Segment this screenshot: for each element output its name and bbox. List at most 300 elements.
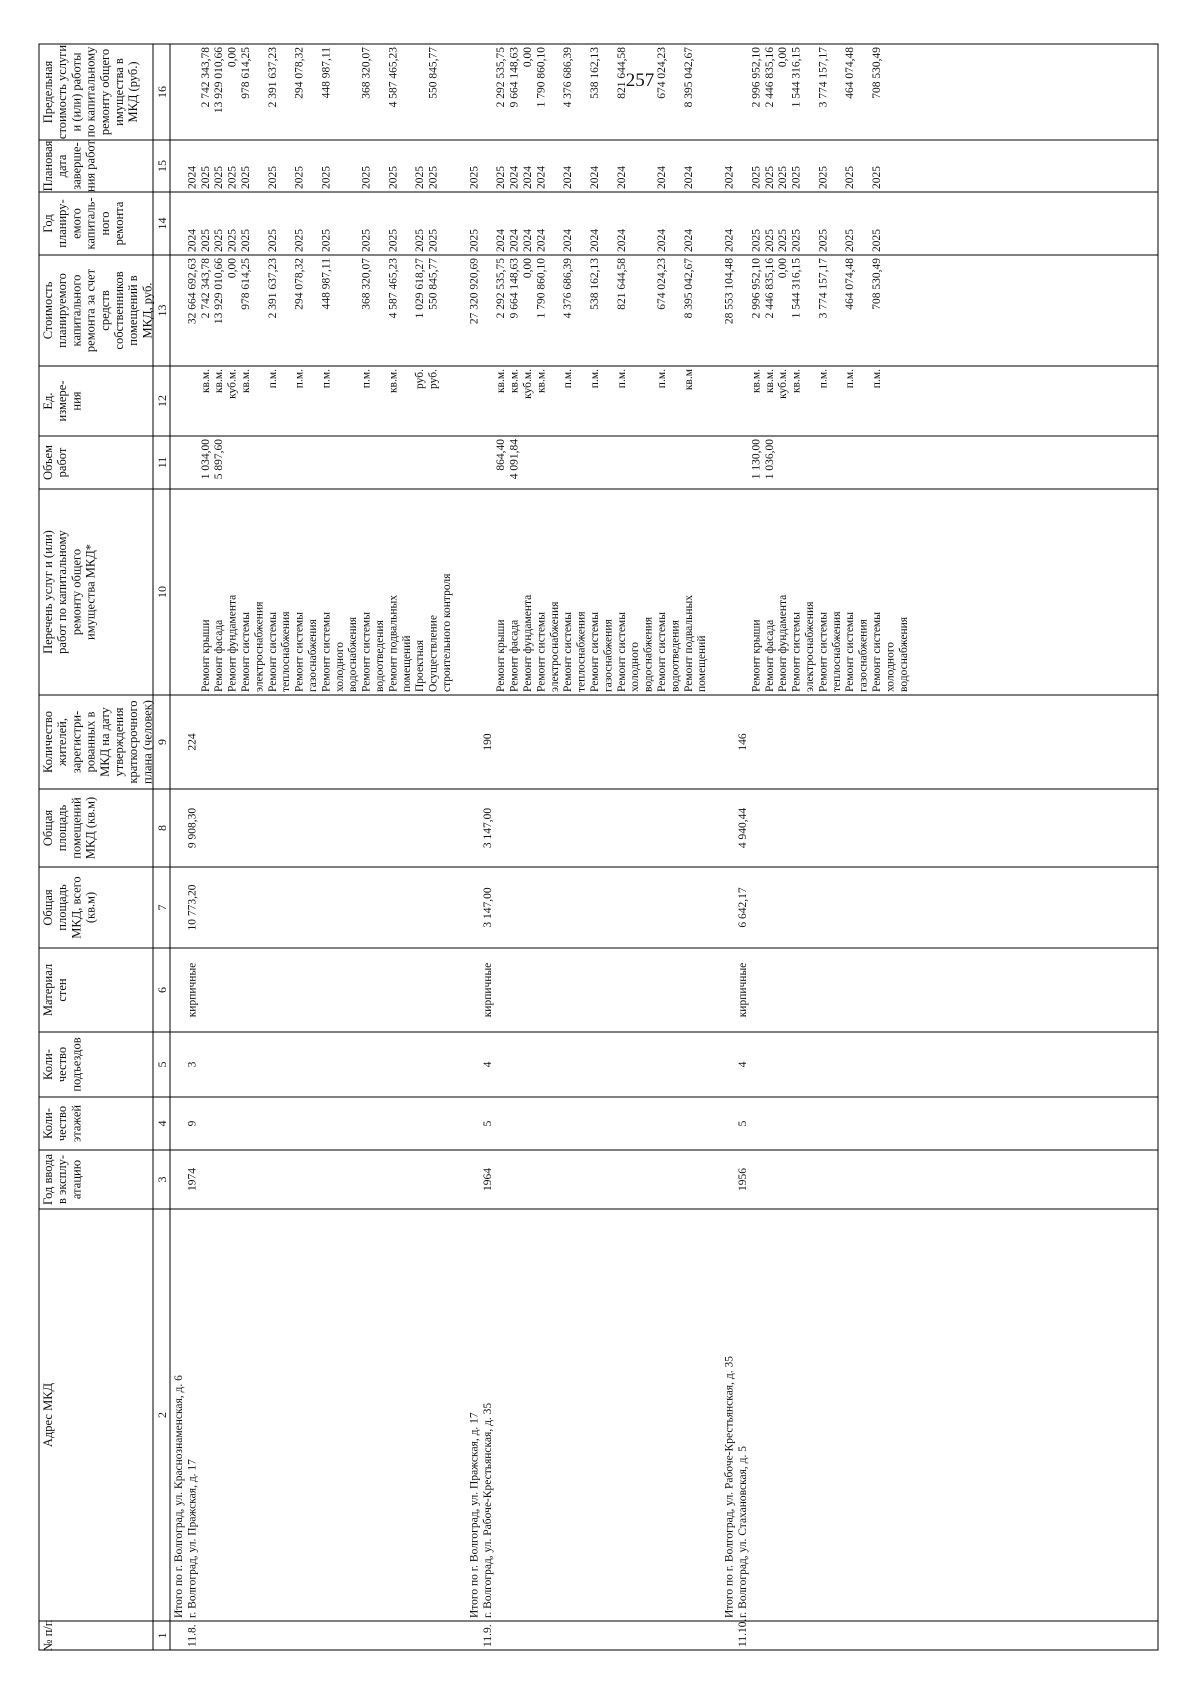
work-type: холодного (884, 641, 897, 692)
repair-year: 2025 (387, 229, 400, 252)
completion-date: 2024 (508, 166, 521, 189)
column-header-2: Адрес МКД (41, 1382, 55, 1448)
total-area: 10 773,20 (186, 884, 199, 931)
column-header-5: подъездов (69, 1037, 84, 1092)
unit: кв.м. (508, 369, 521, 394)
owners-cost: 448 987,11 (320, 258, 333, 310)
work-type: водоснабжения (642, 616, 655, 692)
owners-cost: 4 587 465,23 (387, 258, 400, 319)
column-header-9: жителей, (55, 718, 70, 766)
column-header-10: ремонту общего (69, 548, 84, 636)
completion-date: 2025 (844, 166, 857, 189)
work-type: Ремонт системы (562, 612, 575, 692)
owners-cost: 28 553 104,48 (723, 258, 736, 325)
column-header-9: утверждения (112, 707, 126, 777)
work-type: теплоснабжения (575, 611, 588, 692)
work-volume: 1 034,00 (199, 439, 212, 480)
owners-cost: 294 078,32 (293, 258, 306, 310)
work-type: Ремонт системы (293, 612, 306, 692)
column-header-16: ремонту общего (97, 48, 112, 136)
max-cost: 821 644,58 (615, 47, 628, 99)
column-header-16: по капитальному (83, 46, 98, 138)
work-type: Ремонт фасада (763, 619, 776, 692)
work-type: Ремонт системы (589, 612, 601, 692)
repair-year: 2024 (522, 229, 534, 252)
completion-date: 2024 (562, 166, 575, 189)
column-header-13: собственников (112, 271, 126, 350)
max-cost: 9 664 148,63 (508, 47, 521, 108)
repair-year: 2025 (240, 229, 252, 252)
max-cost: 0,00 (226, 47, 239, 68)
column-header-3: Год ввода (41, 1153, 55, 1206)
work-type: Ремонт системы (320, 612, 333, 692)
column-header-16: имущества в (112, 58, 126, 126)
work-type: Ремонт системы (656, 612, 668, 692)
page-number: 257 (625, 70, 655, 91)
unit: куб.м. (522, 369, 534, 399)
column-header-15: Плановая (41, 140, 55, 192)
work-type: Ремонт системы (535, 612, 548, 692)
wall-material: кирпичные (481, 962, 494, 1018)
premises-area: 4 940,44 (737, 807, 749, 849)
unit: п.м. (266, 369, 279, 389)
column-header-11: работ (55, 447, 70, 478)
repair-year: 2025 (427, 229, 440, 252)
completion-date: 2025 (817, 166, 830, 189)
completion-date: 2025 (213, 166, 226, 189)
repair-year: 2025 (750, 229, 763, 252)
wall-material: кирпичные (186, 962, 199, 1018)
house-address: г. Волгоград, ул. Пражская, д. 17 (186, 1459, 199, 1618)
premises-area: 3 147,00 (481, 807, 494, 849)
work-type: электроснабжения (253, 601, 266, 692)
unit: кв.м (682, 369, 695, 391)
column-header-13: планируемого (55, 273, 70, 348)
owners-cost: 13 929 010,66 (213, 258, 226, 325)
completion-date: 2025 (427, 166, 440, 189)
column-number-6: 6 (155, 987, 169, 993)
unit: руб. (414, 369, 427, 389)
work-volume: 5 897,60 (213, 439, 226, 480)
unit: кв.м. (790, 369, 803, 394)
house-address: г. Волгоград, ул. Рабоче-Крестьянская, д. 35 (481, 1402, 494, 1618)
unit: п.м. (615, 369, 628, 389)
column-number-14: 14 (155, 217, 169, 230)
work-type: строительного контроля (441, 573, 453, 692)
total-address: Итого по г. Волгоград, ул. Пражская, д. 17 (468, 1412, 481, 1618)
owners-cost: 0,00 (226, 258, 239, 279)
unit: кв.м. (387, 369, 400, 394)
column-number-13: 13 (155, 304, 169, 317)
column-number-16: 16 (155, 86, 169, 98)
unit: п.м. (320, 369, 333, 389)
work-type: Ремонт крыши (199, 619, 212, 692)
work-type: Ремонт системы (240, 612, 252, 692)
owners-cost: 0,00 (522, 258, 534, 279)
repair-year: 2024 (186, 229, 199, 252)
work-type: Ремонт подвальных (682, 595, 695, 692)
completion-date: 2025 (495, 166, 508, 189)
column-number-1: 1 (155, 1632, 169, 1639)
max-cost: 978 614,25 (240, 47, 252, 99)
residents-count: 190 (481, 733, 494, 751)
completion-date: 2025 (226, 166, 239, 189)
repair-year: 2025 (199, 229, 212, 252)
total-area: 6 642,17 (737, 887, 749, 928)
owners-cost: 0,00 (777, 258, 790, 279)
owners-cost: 2 996 952,10 (750, 258, 763, 319)
floors: 5 (481, 1120, 494, 1127)
repair-year: 2025 (293, 229, 306, 252)
work-type: теплоснабжения (830, 611, 843, 692)
repair-year: 2025 (790, 229, 803, 252)
work-type: помещений (696, 635, 709, 692)
max-cost: 1 790 860,10 (535, 47, 548, 108)
owners-cost: 8 395 042,67 (682, 258, 695, 319)
year-built: 1956 (737, 1168, 749, 1191)
work-type: газоснабжения (602, 619, 615, 692)
column-header-9: Количество (41, 711, 55, 773)
column-header-13: Стоимость (41, 281, 55, 340)
floors: 9 (186, 1120, 199, 1127)
unit: п.м. (562, 369, 575, 389)
work-type: Ремонт системы (871, 612, 883, 692)
column-header-5: Коли- (41, 1049, 55, 1080)
repair-year: 2025 (266, 229, 279, 252)
owners-cost: 2 446 835,16 (763, 258, 776, 319)
work-type: газоснабжения (857, 619, 870, 692)
owners-cost: 821 644,58 (615, 258, 628, 310)
column-header-16: и (или) работы (69, 52, 84, 132)
column-number-11: 11 (155, 456, 169, 469)
column-header-8: помещений (69, 797, 84, 859)
work-type: Ремонт подвальных (387, 595, 400, 692)
unit: п.м. (871, 369, 883, 389)
column-header-9: зарегистри- (69, 710, 84, 774)
work-type: Ремонт фундамента (226, 594, 239, 692)
column-header-1: № п/п (41, 1619, 55, 1652)
total-address: Итого по г. Волгоград, ул. Рабоче-Крестьянская, д. 35 (723, 1356, 736, 1618)
column-header-9: краткосрочного (126, 700, 141, 784)
entrances: 4 (481, 1061, 494, 1068)
completion-date: 2025 (763, 166, 776, 189)
max-cost: 464 074,48 (844, 47, 857, 99)
row-number: 11.8. (186, 1624, 199, 1647)
owners-cost: 978 614,25 (240, 258, 252, 310)
max-cost: 2 446 835,16 (763, 47, 776, 108)
unit: п.м. (817, 369, 830, 389)
column-header-3: атацию (69, 1159, 84, 1200)
completion-date: 2025 (320, 166, 333, 189)
completion-date: 2025 (293, 166, 306, 189)
max-cost: 2 742 343,78 (199, 47, 212, 108)
owners-cost: 550 845,77 (427, 258, 440, 310)
repair-year: 2024 (508, 229, 521, 252)
work-type: водоснабжения (897, 616, 910, 692)
work-type: холодного (629, 641, 642, 692)
column-header-7: (кв.м) (83, 891, 98, 924)
repair-year: 2025 (871, 229, 883, 252)
owners-cost: 27 320 920,69 (468, 258, 481, 325)
work-type: водоотведения (374, 620, 386, 692)
floors: 5 (737, 1120, 749, 1127)
unit: п.м. (293, 369, 306, 389)
completion-date: 2025 (199, 166, 212, 189)
repair-year: 2025 (226, 229, 239, 252)
column-number-10: 10 (155, 586, 169, 598)
max-cost: 13 929 010,66 (213, 47, 226, 114)
column-header-15: заверше- (69, 142, 84, 190)
owners-cost: 538 162,13 (589, 258, 601, 310)
work-type: Ремонт системы (790, 612, 803, 692)
max-cost: 294 078,32 (293, 47, 306, 99)
unit: п.м. (656, 369, 668, 389)
repair-year: 2024 (589, 229, 601, 252)
owners-cost: 1 544 316,15 (790, 258, 803, 319)
work-type: Ремонт системы (360, 612, 373, 692)
unit: куб.м. (777, 369, 790, 399)
work-volume: 1 036,00 (763, 439, 776, 480)
unit: кв.м. (213, 369, 226, 394)
owners-cost: 1 029 618,27 (414, 258, 427, 319)
completion-date: 2024 (589, 166, 601, 189)
completion-date: 2025 (790, 166, 803, 189)
max-cost: 1 544 316,15 (790, 47, 803, 108)
premises-area: 9 908,30 (186, 807, 199, 849)
repair-year: 2024 (615, 229, 628, 252)
max-cost: 8 395 042,67 (682, 47, 695, 108)
column-number-3: 3 (155, 1176, 169, 1183)
max-cost: 550 845,77 (427, 47, 440, 99)
column-header-11: Объем (41, 445, 55, 480)
repair-year: 2024 (495, 229, 508, 252)
owners-cost: 2 391 637,23 (266, 258, 279, 319)
max-cost: 708 530,49 (871, 47, 883, 99)
work-type: Ремонт фундамента (777, 594, 790, 692)
work-type: Ремонт фасада (508, 619, 521, 692)
completion-date: 2024 (522, 166, 534, 189)
column-header-13: МКД, руб. (140, 282, 155, 339)
residents-count: 146 (737, 733, 749, 751)
column-header-3: в эксплу- (55, 1154, 70, 1205)
work-type: электроснабжения (548, 601, 561, 692)
max-cost: 448 987,11 (320, 47, 333, 99)
repair-year: 2025 (320, 229, 333, 252)
owners-cost: 2 742 343,78 (199, 258, 212, 319)
year-built: 1974 (186, 1168, 199, 1191)
column-header-7: МКД, всего (69, 876, 84, 939)
max-cost: 4 376 686,39 (562, 47, 575, 108)
unit: п.м. (844, 369, 857, 389)
column-header-10: имущества МКД* (83, 544, 98, 640)
column-number-4: 4 (155, 1120, 169, 1127)
work-type: электроснабжения (804, 601, 816, 692)
column-header-16: стоимость услуги (55, 44, 70, 140)
table (39, 44, 1158, 1651)
unit: п.м. (360, 369, 373, 389)
repair-year: 2025 (844, 229, 857, 252)
unit: кв.м. (495, 369, 508, 394)
column-number-15: 15 (155, 160, 169, 172)
column-header-4: этажей (69, 1104, 84, 1143)
repair-year: 2025 (763, 229, 776, 252)
unit: руб. (427, 369, 440, 389)
work-volume: 4 091,84 (508, 439, 521, 480)
column-header-6: стен (55, 978, 70, 1002)
repair-year: 2025 (468, 229, 481, 252)
column-header-13: помещений в (126, 275, 141, 346)
column-header-8: МКД (кв.м) (83, 796, 98, 860)
column-header-8: площадь (55, 804, 70, 852)
column-header-10: работ по капитальному (55, 530, 70, 654)
house-address: г. Волгоград, ул. Стахановская, д. 5 (737, 1445, 749, 1618)
unit: кв.м. (535, 369, 548, 394)
column-header-4: чество (55, 1105, 70, 1142)
column-header-14: капиталь- (83, 197, 98, 250)
column-header-12: ния (69, 391, 84, 411)
completion-date: 2025 (777, 166, 790, 189)
work-type: Осуществление (427, 615, 440, 692)
work-type: Проектная (414, 639, 427, 692)
completion-date: 2024 (615, 166, 628, 189)
completion-date: 2024 (186, 166, 199, 189)
owners-cost: 9 664 148,63 (508, 258, 521, 319)
column-header-14: Год (41, 214, 55, 233)
column-header-14: ного (97, 211, 112, 236)
column-number-12: 12 (155, 395, 169, 407)
unit: кв.м. (750, 369, 763, 394)
column-header-12: измере- (55, 380, 70, 422)
column-header-4: Коли- (41, 1108, 55, 1139)
work-volume: 864,40 (495, 439, 508, 471)
max-cost: 2 292 535,75 (495, 47, 508, 108)
column-header-7: Общая (41, 889, 55, 926)
column-header-10: Перечень услуг и (или) (41, 530, 55, 654)
work-type: Ремонт фундамента (522, 594, 534, 692)
owners-cost: 464 074,48 (844, 258, 857, 310)
max-cost: 368 320,07 (360, 47, 373, 99)
column-number-7: 7 (155, 904, 169, 911)
repair-year: 2024 (656, 229, 668, 252)
work-type: водоснабжения (347, 616, 360, 692)
column-number-9: 9 (155, 739, 169, 745)
unit: кв.м. (763, 369, 776, 394)
repair-year: 2025 (414, 229, 427, 252)
column-header-15: дата (55, 154, 70, 178)
work-type: помещений (400, 635, 413, 692)
work-type: Ремонт крыши (495, 619, 508, 692)
column-header-13: средств (97, 290, 112, 331)
work-type: Ремонт системы (266, 612, 279, 692)
owners-cost: 708 530,49 (871, 258, 883, 310)
repair-year: 2024 (723, 229, 736, 252)
column-number-8: 8 (155, 825, 169, 831)
column-number-5: 5 (155, 1061, 169, 1068)
completion-date: 2025 (871, 166, 883, 189)
work-type: Ремонт фасада (213, 619, 226, 692)
completion-date: 2024 (723, 166, 736, 189)
year-built: 1964 (481, 1168, 494, 1191)
column-header-5: чество (55, 1046, 70, 1083)
repair-year: 2024 (682, 229, 695, 252)
work-type: Ремонт системы (844, 612, 857, 692)
repair-year: 2025 (213, 229, 226, 252)
owners-cost: 3 774 157,17 (817, 258, 830, 319)
max-cost: 674 024,23 (656, 47, 668, 99)
column-header-9: рованных в (83, 711, 98, 773)
repair-year: 2025 (777, 229, 790, 252)
wall-material: кирпичные (737, 962, 749, 1018)
entrances: 3 (186, 1061, 199, 1068)
completion-date: 2025 (750, 166, 763, 189)
work-type: Ремонт системы (615, 612, 628, 692)
completion-date: 2025 (387, 166, 400, 189)
owners-cost: 368 320,07 (360, 258, 373, 310)
owners-cost: 1 790 860,10 (535, 258, 548, 319)
work-type: газоснабжения (307, 619, 319, 692)
unit: кв.м. (199, 369, 212, 394)
column-header-12: Ед. (41, 392, 55, 410)
work-type: водоотведения (669, 620, 682, 692)
repair-year: 2025 (360, 229, 373, 252)
repair-year: 2024 (535, 229, 548, 252)
work-type: холодного (333, 641, 346, 692)
column-header-13: капитального (69, 274, 84, 347)
unit: куб.м. (226, 369, 239, 399)
completion-date: 2024 (656, 166, 668, 189)
max-cost: 2 391 637,23 (266, 47, 279, 108)
unit: кв.м. (240, 369, 252, 394)
total-area: 3 147,00 (481, 887, 494, 928)
residents-count: 224 (186, 733, 199, 751)
row-number: 11.9. (481, 1624, 494, 1647)
column-header-14: ремонта (112, 201, 126, 246)
max-cost: 4 587 465,23 (387, 47, 400, 108)
column-number-2: 2 (155, 1412, 169, 1418)
row-number: 11.10. (737, 1618, 749, 1647)
max-cost: 538 162,13 (589, 47, 601, 99)
max-cost: 0,00 (777, 47, 790, 68)
column-header-13: ремонта за счет (83, 268, 98, 353)
total-address: Итого по г. Волгоград, ул. Краснознаменская, д. 6 (173, 1375, 185, 1618)
repair-year: 2024 (562, 229, 575, 252)
owners-cost: 4 376 686,39 (562, 258, 575, 319)
column-header-9: плана (человек) (140, 700, 155, 784)
max-cost: 2 996 952,10 (750, 47, 763, 108)
work-type: Ремонт крыши (750, 619, 763, 692)
column-header-16: Предельная (41, 60, 55, 124)
column-header-14: планиру- (55, 199, 70, 248)
owners-cost: 32 664 692,63 (186, 258, 199, 325)
column-header-6: Материал (41, 963, 55, 1017)
completion-date: 2024 (535, 166, 548, 189)
repair-year: 2025 (817, 229, 830, 252)
unit: п.м. (589, 369, 601, 389)
owners-cost: 674 024,23 (656, 258, 668, 310)
column-header-9: МКД на дату (97, 707, 112, 777)
completion-date: 2025 (414, 166, 427, 189)
max-cost: 0,00 (522, 47, 534, 68)
column-header-16: МКД (руб.) (126, 61, 141, 123)
column-header-7: площадь (55, 884, 70, 931)
work-volume: 1 130,00 (750, 439, 763, 480)
work-type: Ремонт системы (817, 612, 830, 692)
completion-date: 2025 (240, 166, 252, 189)
completion-date: 2024 (682, 166, 695, 189)
owners-cost: 2 292 535,75 (495, 258, 508, 319)
column-header-8: Общая (41, 809, 55, 847)
completion-date: 2025 (266, 166, 279, 189)
